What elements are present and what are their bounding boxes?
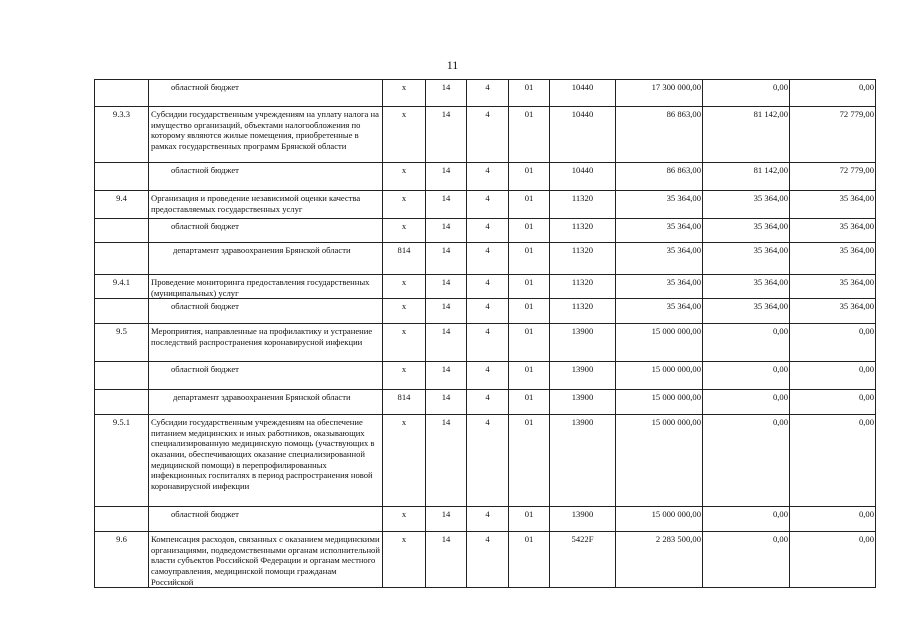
row-name: Организация и проведение независимой оценки качества предоставляемых государственных услуг: [149, 191, 383, 219]
code-subsection: 4: [467, 80, 509, 107]
code-subsection: 4: [467, 275, 509, 299]
table-row: [95, 163, 876, 191]
row-name: Субсидии государственным учреждениям на обеспечение питанием медицинских и иных работников, оказывающих специализированную медицинскую помощь (участвующих в оказании, обеспечивающих оказание специализированной медицинской помощи) в перепрофилированных инфекционных госпиталях в период распространения новой коронавирусной инфекции: [149, 415, 383, 507]
code-section: 14: [426, 507, 467, 532]
row-number: [95, 362, 149, 390]
row-name: областной бюджет: [149, 219, 383, 243]
code-subsection: 4: [467, 299, 509, 324]
code-target: 10440: [550, 80, 616, 107]
budget-table: [94, 79, 876, 588]
code-program: 01: [509, 275, 550, 299]
code-admin: x: [383, 219, 426, 243]
amount-year-1: 35 364,00: [616, 191, 703, 219]
amount-year-2: 35 364,00: [703, 299, 790, 324]
row-number: 9.4.1: [95, 275, 149, 299]
code-subsection: 4: [467, 532, 509, 588]
row-number: [95, 390, 149, 415]
code-program: 01: [509, 324, 550, 362]
code-admin: x: [383, 362, 426, 390]
code-program: 01: [509, 243, 550, 275]
code-program: 01: [509, 532, 550, 588]
row-number: 9.5: [95, 324, 149, 362]
amount-year-3: 0,00: [790, 362, 876, 390]
code-subsection: 4: [467, 243, 509, 275]
table-row: [95, 415, 876, 507]
row-number: [95, 219, 149, 243]
row-number: [95, 299, 149, 324]
code-section: 14: [426, 299, 467, 324]
table-row: [95, 243, 876, 275]
amount-year-3: 35 364,00: [790, 219, 876, 243]
amount-year-1: 15 000 000,00: [616, 324, 703, 362]
code-section: 14: [426, 163, 467, 191]
code-admin: x: [383, 299, 426, 324]
row-name: областной бюджет: [149, 507, 383, 532]
code-section: 14: [426, 243, 467, 275]
code-section: 14: [426, 532, 467, 588]
amount-year-2: 0,00: [703, 415, 790, 507]
row-number: [95, 507, 149, 532]
amount-year-2: 0,00: [703, 507, 790, 532]
amount-year-3: 72 779,00: [790, 163, 876, 191]
table-row: [95, 299, 876, 324]
table-row: [95, 107, 876, 163]
code-subsection: 4: [467, 163, 509, 191]
row-number: 9.5.1: [95, 415, 149, 507]
row-number: [95, 163, 149, 191]
code-target: 13900: [550, 390, 616, 415]
amount-year-3: 0,00: [790, 532, 876, 588]
amount-year-2: 81 142,00: [703, 163, 790, 191]
code-admin: x: [383, 415, 426, 507]
code-admin: 814: [383, 243, 426, 275]
code-program: 01: [509, 163, 550, 191]
amount-year-3: 0,00: [790, 324, 876, 362]
code-admin: x: [383, 163, 426, 191]
code-subsection: 4: [467, 107, 509, 163]
amount-year-1: 35 364,00: [616, 299, 703, 324]
code-section: 14: [426, 219, 467, 243]
amount-year-1: 15 000 000,00: [616, 507, 703, 532]
code-admin: x: [383, 107, 426, 163]
code-admin: x: [383, 80, 426, 107]
amount-year-3: 35 364,00: [790, 299, 876, 324]
row-name: Мероприятия, направленные на профилактику и устранение последствий распространения коронавирусной инфекции: [149, 324, 383, 362]
amount-year-1: 2 283 500,00: [616, 532, 703, 588]
code-target: 11320: [550, 191, 616, 219]
amount-year-2: 35 364,00: [703, 219, 790, 243]
code-admin: x: [383, 324, 426, 362]
code-section: 14: [426, 415, 467, 507]
code-target: 10440: [550, 163, 616, 191]
code-program: 01: [509, 507, 550, 532]
amount-year-1: 15 000 000,00: [616, 415, 703, 507]
amount-year-3: 35 364,00: [790, 243, 876, 275]
row-name: областной бюджет: [149, 299, 383, 324]
code-target: 13900: [550, 507, 616, 532]
code-subsection: 4: [467, 362, 509, 390]
row-name: Проведение мониторинга предоставления государственных (муниципальных) услуг: [149, 275, 383, 299]
row-number: 9.3.3: [95, 107, 149, 163]
amount-year-3: 0,00: [790, 507, 876, 532]
amount-year-2: 0,00: [703, 362, 790, 390]
row-number: 9.6: [95, 532, 149, 588]
row-name: областной бюджет: [149, 80, 383, 107]
row-number: [95, 243, 149, 275]
table-row: [95, 507, 876, 532]
code-program: 01: [509, 80, 550, 107]
amount-year-3: 35 364,00: [790, 191, 876, 219]
table-row: [95, 80, 876, 107]
code-subsection: 4: [467, 324, 509, 362]
amount-year-3: 0,00: [790, 80, 876, 107]
code-admin: 814: [383, 390, 426, 415]
code-program: 01: [509, 390, 550, 415]
amount-year-3: 0,00: [790, 390, 876, 415]
code-subsection: 4: [467, 507, 509, 532]
code-program: 01: [509, 362, 550, 390]
table-row: [95, 324, 876, 362]
code-target: 11320: [550, 299, 616, 324]
code-admin: x: [383, 507, 426, 532]
amount-year-1: 15 000 000,00: [616, 390, 703, 415]
code-section: 14: [426, 80, 467, 107]
code-section: 14: [426, 324, 467, 362]
row-name: департамент здравоохранения Брянской области: [149, 390, 383, 415]
amount-year-1: 35 364,00: [616, 219, 703, 243]
code-subsection: 4: [467, 415, 509, 507]
code-subsection: 4: [467, 219, 509, 243]
code-target: 10440: [550, 107, 616, 163]
row-number: [95, 80, 149, 107]
code-target: 11320: [550, 243, 616, 275]
code-target: 5422F: [550, 532, 616, 588]
code-program: 01: [509, 219, 550, 243]
code-section: 14: [426, 390, 467, 415]
amount-year-2: 35 364,00: [703, 243, 790, 275]
code-program: 01: [509, 299, 550, 324]
amount-year-2: 0,00: [703, 324, 790, 362]
code-target: 13900: [550, 415, 616, 507]
amount-year-2: 35 364,00: [703, 275, 790, 299]
code-program: 01: [509, 107, 550, 163]
amount-year-1: 35 364,00: [616, 243, 703, 275]
table-row: [95, 191, 876, 219]
amount-year-1: 86 863,00: [616, 107, 703, 163]
amount-year-2: 0,00: [703, 80, 790, 107]
table-row: [95, 532, 876, 588]
code-target: 13900: [550, 324, 616, 362]
code-target: 13900: [550, 362, 616, 390]
code-program: 01: [509, 191, 550, 219]
amount-year-2: 0,00: [703, 532, 790, 588]
row-number: 9.4: [95, 191, 149, 219]
code-program: 01: [509, 415, 550, 507]
code-section: 14: [426, 107, 467, 163]
table-row: [95, 390, 876, 415]
code-admin: x: [383, 191, 426, 219]
row-name: Субсидии государственным учреждениям на уплату налога на имущество организаций, объектами налогообложения по которому являются жилые помещения, приобретенные в рамках государственных программ Брянской области: [149, 107, 383, 163]
table-row: [95, 362, 876, 390]
amount-year-3: 0,00: [790, 415, 876, 507]
code-section: 14: [426, 191, 467, 219]
amount-year-3: 72 779,00: [790, 107, 876, 163]
amount-year-1: 86 863,00: [616, 163, 703, 191]
code-section: 14: [426, 362, 467, 390]
code-admin: x: [383, 532, 426, 588]
row-name: областной бюджет: [149, 362, 383, 390]
amount-year-3: 35 364,00: [790, 275, 876, 299]
code-target: 11320: [550, 219, 616, 243]
amount-year-2: 0,00: [703, 390, 790, 415]
row-name: областной бюджет: [149, 163, 383, 191]
amount-year-1: 17 300 000,00: [616, 80, 703, 107]
row-name: департамент здравоохранения Брянской области: [149, 243, 383, 275]
code-admin: x: [383, 275, 426, 299]
table-row: [95, 275, 876, 299]
amount-year-2: 35 364,00: [703, 191, 790, 219]
amount-year-1: 15 000 000,00: [616, 362, 703, 390]
row-name: Компенсация расходов, связанных с оказанием медицинскими организациями, подведомственными органам исполнительной власти субъектов Российской Федерации и органам местного самоуправления, медицинской помощи гражданам Российской: [149, 532, 383, 588]
code-target: 11320: [550, 275, 616, 299]
code-section: 14: [426, 275, 467, 299]
amount-year-1: 35 364,00: [616, 275, 703, 299]
page-number: 11: [446, 58, 459, 72]
code-subsection: 4: [467, 191, 509, 219]
table-row: [95, 219, 876, 243]
amount-year-2: 81 142,00: [703, 107, 790, 163]
code-subsection: 4: [467, 390, 509, 415]
